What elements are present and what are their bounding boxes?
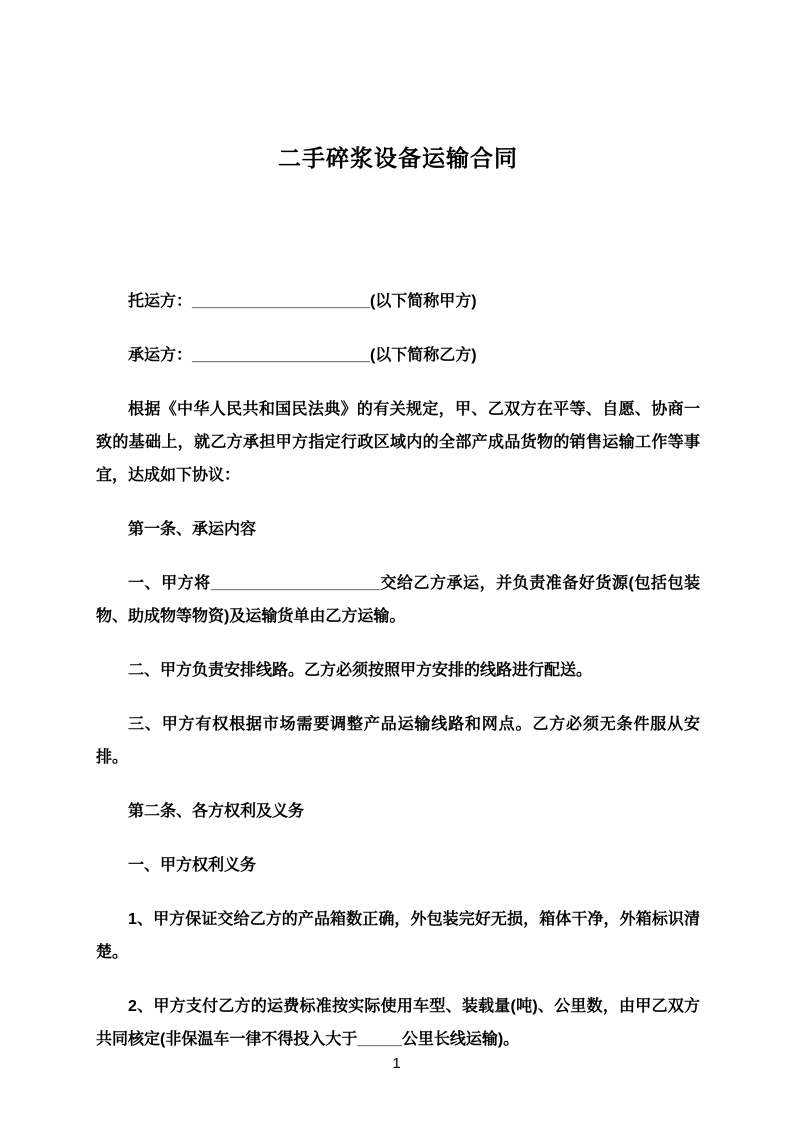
heading-article-2: 第二条、各方权利及义务	[128, 803, 305, 820]
paragraph-carrier-line: 承运方：____________________(以下简称乙方)	[128, 347, 477, 364]
paragraph-preamble: 根据《中华人民共和国民法典》的有关规定，甲、乙双方在平等、自愿、协商一致的基础上，就乙方承担甲方指定行政区域内的全部产成品货物的销售运输工作等事宜，达成如下协议：	[96, 401, 700, 484]
paragraph-consignor-line: 托运方：____________________(以下简称甲方)	[128, 293, 477, 310]
clause-2-1: 1、甲方保证交给乙方的产品箱数正确，外包装完好无损，箱体干净，外箱标识清楚。	[96, 911, 700, 961]
clause-1-2: 二、甲方负责安排线路。乙方必须按照甲方安排的线路进行配送。	[128, 662, 593, 679]
document-title: 二手碎浆设备运输合同	[278, 145, 518, 171]
heading-party-a-rights: 一、甲方权利义务	[128, 857, 257, 874]
page-number: 1	[392, 1055, 401, 1072]
clause-1-3: 三、甲方有权根据市场需要调整产品运输线路和网点。乙方必须无条件服从安排。	[96, 716, 700, 766]
clause-2-2: 2、甲方支付乙方的运费标准按实际使用车型、装载量(吨)、公里数，由甲乙双方共同核定(非保温车一律不得投入大于_____公里长线运输)。	[96, 998, 700, 1048]
clause-1-1: 一、甲方将___________________交给乙方承运，并负责准备好货源(包括包装物、助成物等物资)及运输货单由乙方运输。	[96, 575, 700, 625]
heading-article-1: 第一条、承运内容	[128, 521, 257, 538]
